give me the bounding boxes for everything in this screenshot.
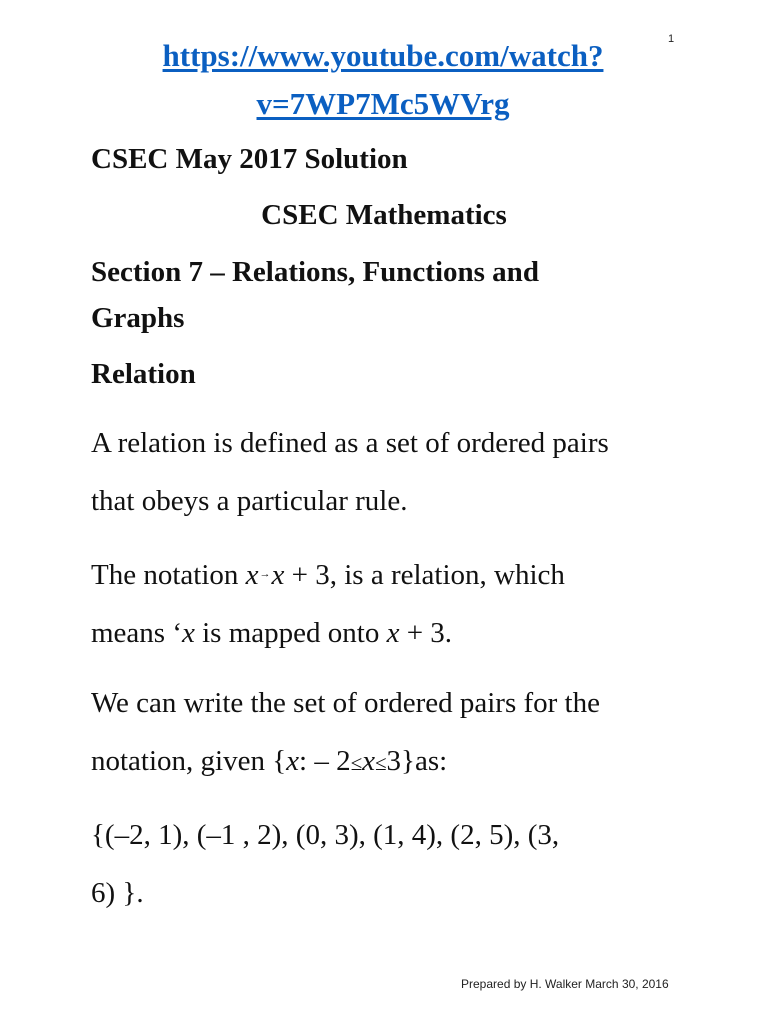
- paragraph-notation: [91, 545, 711, 662]
- page-number: 1: [668, 33, 675, 45]
- means-text-b: is mapped onto: [194, 617, 387, 649]
- pairs-line-2: 6) }.: [91, 877, 144, 909]
- mapping-arrow: →: [259, 568, 271, 580]
- heading-subject: CSEC Mathematics: [261, 199, 507, 231]
- paragraph-definition: [91, 414, 711, 530]
- paragraph-pairs-set: [91, 806, 711, 922]
- heading-relation: Relation: [91, 358, 196, 390]
- notation-var-x2: x: [271, 559, 285, 591]
- notation-line: [91, 545, 711, 604]
- notation-text-b: + 3, is a relation, which: [284, 559, 565, 591]
- means-var-x1: x: [182, 617, 195, 649]
- ordered-line-1: We can write the set of ordered pairs for the: [91, 687, 600, 719]
- given-text-c: 3}as:: [386, 745, 448, 777]
- given-var-x1: x: [286, 745, 300, 777]
- less-equal-symbol-2: ≤: [375, 751, 387, 775]
- notation-var-x1: x: [245, 559, 259, 591]
- means-text-c: + 3.: [399, 617, 453, 649]
- paragraph-ordered-pairs: [91, 674, 711, 792]
- heading-section-line-1: Section 7 – Relations, Functions and: [91, 256, 539, 288]
- means-var-x2: x: [386, 617, 400, 649]
- notation-text-a: The notation: [91, 559, 246, 591]
- definition-line-2: that obeys a particular rule.: [91, 485, 408, 517]
- given-text-a: notation, given {: [91, 745, 287, 777]
- given-var-x2: x: [362, 745, 375, 777]
- given-line: [91, 732, 711, 792]
- heading-section-line-2: Graphs: [91, 302, 185, 334]
- footer-credit: Prepared by H. Walker March 30, 2016: [461, 977, 669, 991]
- youtube-link-line-2[interactable]: v=7WP7Mc5WVrg: [256, 86, 510, 121]
- youtube-link-line-1[interactable]: https://www.youtube.com/watch?: [162, 38, 604, 73]
- definition-line-1: A relation is defined as a set of ordered pairs: [91, 427, 609, 459]
- heading-section: [91, 249, 691, 341]
- means-text-a: means ‘: [91, 617, 182, 649]
- means-line: [91, 604, 711, 662]
- pairs-line-1: {(–2, 1), (–1 , 2), (0, 3), (1, 4), (2, 5), (3,: [91, 819, 560, 851]
- given-text-b: : – 2: [299, 745, 351, 777]
- less-equal-symbol-1: ≤: [350, 751, 363, 775]
- heading-solution: CSEC May 2017 Solution: [91, 143, 408, 175]
